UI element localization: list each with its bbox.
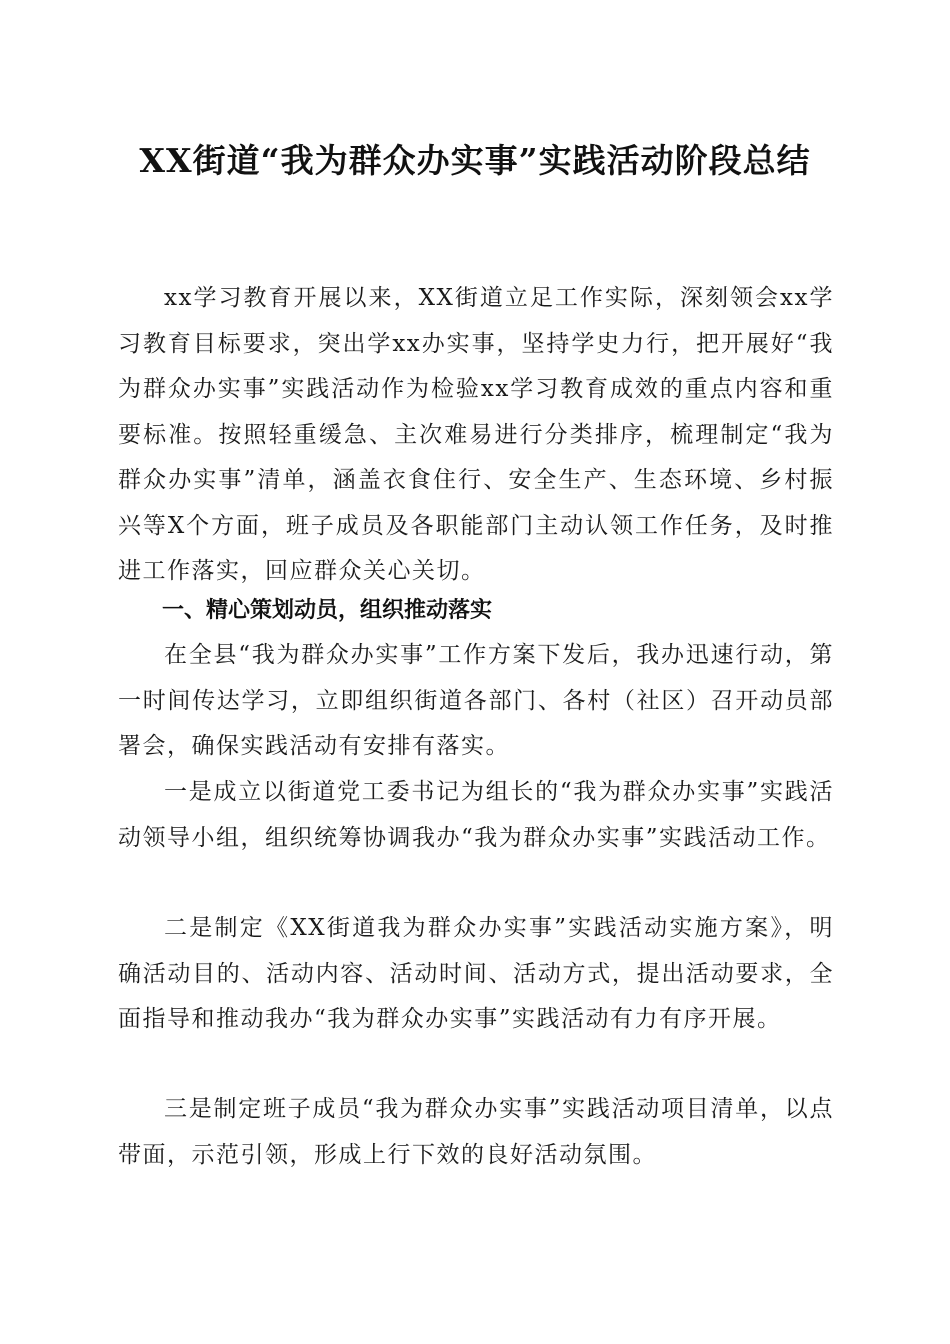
section-paragraph: 在全县“我为群众办实事”工作方案下发后，我办迅速行动，第一时间传达学习，立即组织街道各部门、各村（社区）召开动员部署会，确保实践活动有安排有落实。	[118, 642, 834, 759]
section-paragraph: 二是制定《XX街道我为群众办实事”实践活动实施方案》，明确活动目的、活动内容、活动时间、活动方式，提出活动要求，全面指导和推动我办“我为群众办实事”实践活动有力有序开展。	[118, 915, 834, 1032]
document-title: XX街道“我为群众办实事”实践活动阶段总结	[139, 141, 811, 180]
section-heading: 一、精心策划动员，组织推动落实	[162, 598, 493, 623]
section-paragraph: 一是成立以街道党工委书记为组长的“我为群众办实事”实践活动领导小组，组织统筹协调我办“我为群众办实事”实践活动工作。	[118, 779, 834, 851]
section-paragraph: 三是制定班子成员“我为群众办实事”实践活动项目清单，以点带面，示范引领，形成上行下效的良好活动氛围。	[118, 1096, 834, 1168]
intro-paragraph: xx学习教育开展以来，XX街道立足工作实际，深刻领会xx学习教育目标要求，突出学xx办实事，坚持学史力行，把开展好“我为群众办实事”实践活动作为检验xx学习教育成效的重点内容和重要标准。按照轻重缓急、主次难易进行分类排序，梳理制定“我为群众办实事”清单，涵盖衣食住行、安全生产、生态环境、乡村振兴等X个方面，班子成员及各职能部门主动认领工作任务，及时推进工作落实，回应群众关心关切。	[118, 285, 834, 584]
